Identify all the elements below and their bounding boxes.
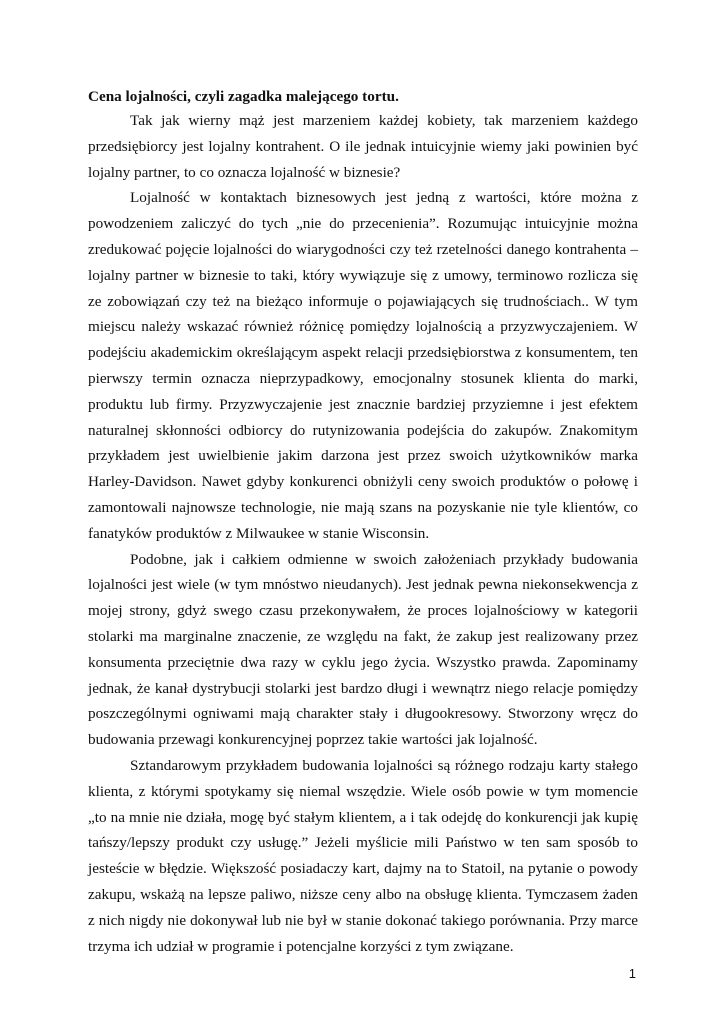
document-body — [88, 86, 638, 959]
document-title: Cena lojalności, czyli zagadka malejącego tortu. — [88, 88, 399, 105]
page-number: 1 — [628, 966, 636, 981]
paragraph-2: Lojalność w kontaktach biznesowych jest jedną z wartości, które można z powodzeniem zaliczyć do tych „nie do przecenienia”. Rozumując intuicyjnie można zredukować pojęcie lojalności do wiarygodności czy też rzetelności danego kontrahenta – lojalny partner w biznesie to taki, który wywiązuje się z umowy, terminowo rozlicza się ze zobowiązań czy też na bieżąco informuje o pojawiających się trudnościach.. W tym miejscu należy wskazać również różnicę pomiędzy lojalnością a przyzwyczajeniem. W podejściu akademickim określającym aspekt relacji przedsiębiorstwa z konsumentem, ten pierwszy termin oznacza nieprzypadkowy, emocjonalny stosunek klienta do marki, produktu lub firmy. Przyzwyczajenie jest znacznie bardziej przyziemne i jest efektem naturalnej skłonności odbiorcy do rutynizowania podejścia do zakupów. Znakomitym przykładem jest uwielbienie jakim darzona jest przez swoich użytkowników marka Harley-Davidson. Nawet gdyby konkurenci obniżyli ceny swoich produktów o połowę i zamontowali najnowsze technologie, nie mają szans na pozyskanie nie tyle klientów, co fanatyków produktów z Milwaukee w stanie Wisconsin. — [88, 189, 638, 542]
paragraph-4: Sztandarowym przykładem budowania lojalności są różnego rodzaju karty stałego klienta, z którymi spotykamy się niemal wszędzie. Wiele osób powie w tym momencie „to na mnie nie działa, mogę być stałym klientem, a i tak odejdę do konkurencji jak kupię tańszy/lepszy produkt czy usługę.” Jeżeli myślicie mili Państwo w ten sam sposób to jesteście w błędzie. Większość posiadaczy kart, dajmy na to Statoil, na pytanie o powody zakupu, wskażą na lepsze paliwo, niższe ceny albo na obsługę klienta. Tymczasem żaden z nich nigdy nie dokonywał lub nie był w stanie dokonać takiego porównania. Przy marce trzyma ich udział w programie i potencjalne korzyści z tym związane. — [88, 756, 638, 955]
paragraph-3: Podobne, jak i całkiem odmienne w swoich założeniach przykłady budowania lojalności jest wiele (w tym mnóstwo nieudanych). Jest jednak pewna niekonsekwencja z mojej strony, gdyż swego czasu przekonywałem, że proces lojalnościowy w kategorii stolarki ma marginalne znaczenie, ze względu na fakt, że zakup jest realizowany przez konsumenta przeciętnie dwa razy w cyklu jego życia. Wszystko prawda. Zapominamy jednak, że kanał dystrybucji stolarki jest bardzo długi i wewnątrz niego relacje pomiędzy poszczególnymi ogniwami mają charakter stały i długookresowy. Stworzony wręcz do budowania przewagi konkurencyjnej poprzez takie wartości jak lojalność. — [88, 550, 638, 749]
paragraph-1: Tak jak wierny mąż jest marzeniem każdej kobiety, tak marzeniem każdego przedsiębiorcy jest lojalny kontrahent. O ile jednak intuicyjnie wiemy jaki powinien być lojalny partner, to co oznacza lojalność w biznesie? — [88, 112, 638, 181]
